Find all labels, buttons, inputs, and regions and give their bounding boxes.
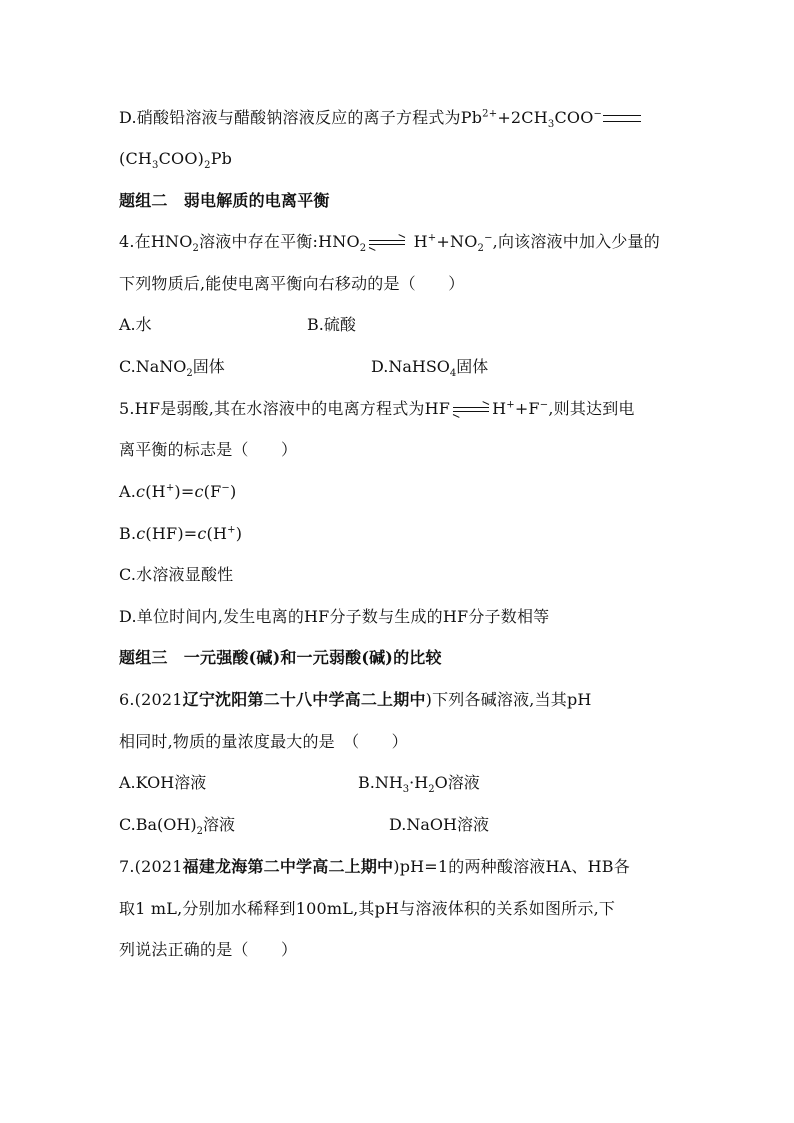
text: H — [408, 232, 428, 251]
text: H — [492, 399, 507, 418]
superscript: + — [165, 482, 175, 494]
q5-option-c: C.水溶液显酸性 — [119, 565, 234, 584]
q5-option-d: D.单位时间内,发生电离的HF分子数与生成的HF分子数相等 — [119, 607, 550, 626]
q7-stem-line2: 取1 mL,分别加水稀释到100mL,其pH与溶液体积的关系如图所示,下 — [119, 899, 616, 918]
subscript: 2 — [428, 784, 435, 796]
subscript: 2 — [204, 160, 211, 172]
q5-option-a — [119, 480, 236, 504]
superscript: − — [484, 232, 493, 244]
text: )= — [174, 482, 195, 501]
subscript: 3 — [547, 119, 555, 131]
superscript: + — [227, 524, 236, 536]
q4-stem-line2: 下列物质后,能使电离平衡向右移动的是（ ） — [119, 274, 465, 293]
subscript: 2 — [186, 368, 193, 380]
text: ) — [230, 482, 237, 501]
text: (F — [203, 482, 222, 501]
text: +F — [514, 399, 540, 418]
text: +2CH — [497, 108, 548, 127]
q3-option-d-line1 — [119, 106, 642, 130]
text: B.NH — [358, 773, 403, 792]
text: 固体 — [192, 357, 225, 376]
q7-stem-line3: 列说法正确的是（ ） — [119, 940, 298, 959]
text: (H — [206, 524, 228, 543]
q4-option-c — [119, 355, 225, 379]
question-source: 福建龙海第二中学高二上期中 — [182, 857, 394, 876]
q4-option-b: B.硫酸 — [307, 315, 356, 334]
text: c — [136, 524, 146, 543]
superscript: 2+ — [482, 108, 498, 120]
superscript: + — [506, 399, 515, 411]
q6-option-d: D.NaOH溶液 — [389, 815, 489, 834]
text: D.硝酸铅溶液与醋酸钠溶液反应的离子方程式为Pb — [119, 108, 483, 127]
text: (CH — [119, 149, 153, 168]
text: )下列各碱溶液,当其pH — [425, 690, 592, 709]
text: C.Ba(OH) — [119, 815, 197, 834]
subscript: 4 — [449, 368, 457, 380]
q6-option-a: A.KOH溶液 — [119, 773, 207, 792]
text: ·H — [409, 773, 429, 792]
text: Pb — [210, 149, 233, 168]
text: 4.在HNO — [119, 232, 193, 251]
text: 固体 — [456, 357, 489, 376]
q6-option-b — [358, 771, 480, 795]
q4-stem-line1 — [119, 230, 660, 254]
text: ,则其达到电 — [548, 399, 635, 418]
q4-option-d — [371, 355, 488, 379]
subscript: 3 — [152, 160, 159, 172]
subscript: 2 — [359, 243, 367, 255]
text: A. — [119, 482, 137, 501]
subscript: 2 — [477, 243, 485, 255]
text: B. — [119, 524, 137, 543]
equilibrium-arrow-icon — [453, 405, 489, 415]
subscript: 2 — [196, 826, 203, 838]
q4-option-a: A.水 — [119, 315, 152, 334]
text: c — [197, 524, 207, 543]
q6-stem-line2: 相同时,物质的量浓度最大的是 （ ） — [119, 732, 408, 751]
equals-sign-icon — [603, 115, 641, 122]
text: COO) — [158, 149, 205, 168]
text: ) — [235, 524, 243, 543]
group3-heading: 题组三 一元强酸(碱)和一元弱酸(碱)的比较 — [119, 648, 442, 667]
text: 溶液 — [202, 815, 235, 834]
q6-stem-line1 — [119, 688, 592, 712]
q5-option-b — [119, 522, 242, 546]
text: COO — [554, 108, 594, 127]
equilibrium-arrow-icon — [369, 238, 405, 248]
group2-heading: 题组二 弱电解质的电离平衡 — [119, 191, 330, 210]
q6-option-c — [119, 813, 235, 837]
q7-stem-line1 — [119, 855, 630, 879]
superscript: + — [427, 232, 437, 244]
q5-stem-line1 — [119, 397, 635, 421]
text: +NO — [436, 232, 478, 251]
text: c — [194, 482, 204, 501]
question-source: 辽宁沈阳第二十八中学高二上期中 — [182, 690, 426, 709]
text: c — [136, 482, 146, 501]
subscript: 3 — [402, 784, 410, 796]
text: 7.(2021 — [119, 857, 183, 876]
text: (H — [145, 482, 166, 501]
text: ,向该溶液中加入少量的 — [492, 232, 660, 251]
text: 溶液中存在平衡:HNO — [199, 232, 360, 251]
text: C.NaNO — [119, 357, 187, 376]
text: D.NaHSO — [371, 357, 450, 376]
text: O溶液 — [434, 773, 480, 792]
subscript: 2 — [192, 243, 200, 255]
text: (HF)= — [145, 524, 198, 543]
superscript: − — [593, 108, 603, 120]
text: )pH=1的两种酸溶液HA、HB各 — [393, 857, 630, 876]
text: 6.(2021 — [119, 690, 183, 709]
text: 5.HF是弱酸,其在水溶液中的电离方程式为HF — [119, 399, 451, 418]
superscript: − — [221, 482, 230, 494]
q5-stem-line2: 离平衡的标志是（ ） — [119, 440, 298, 459]
superscript: − — [539, 399, 549, 411]
q3-option-d-line2 — [119, 147, 232, 171]
